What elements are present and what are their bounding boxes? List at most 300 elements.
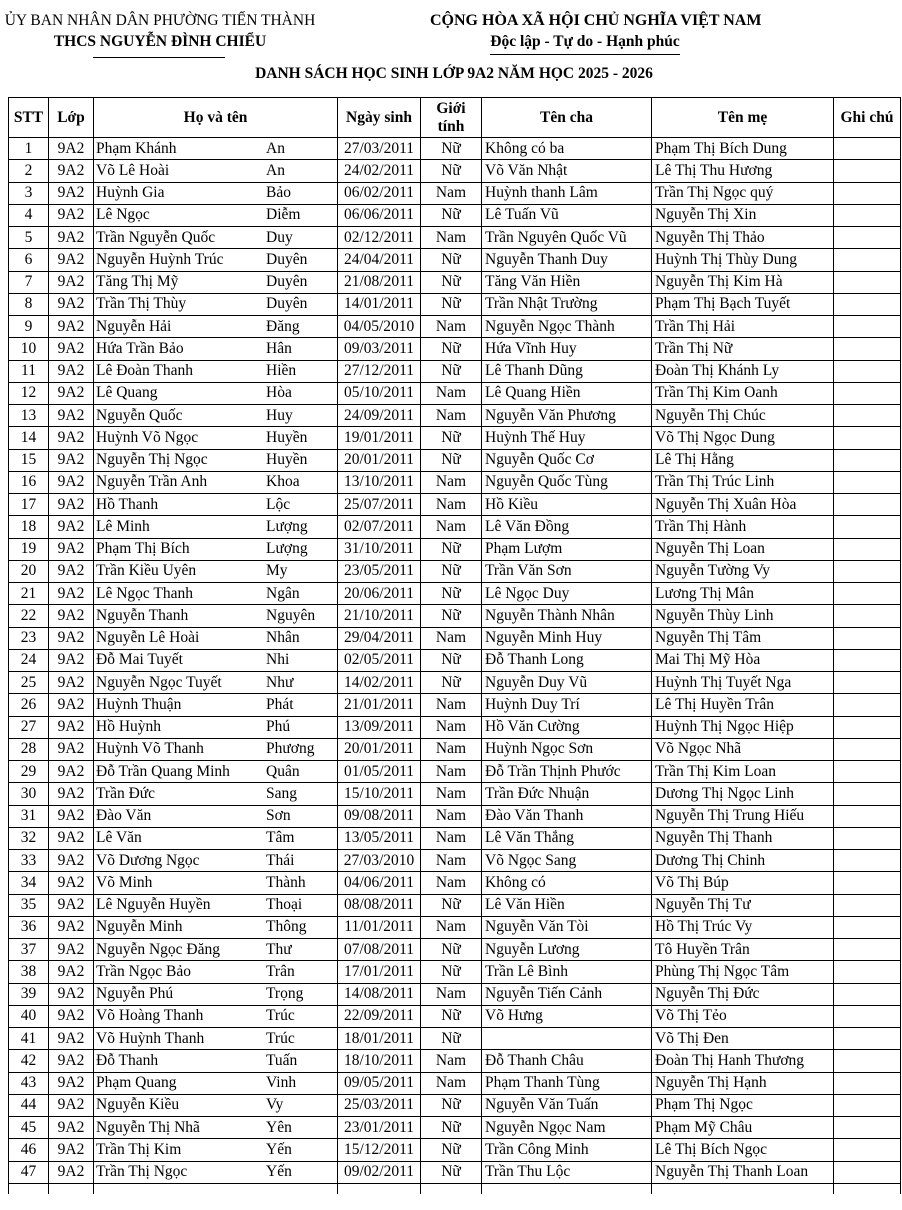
cell-father: Trần Lê Bình <box>482 961 652 983</box>
cell-note <box>834 1161 901 1183</box>
cell-stt: 10 <box>9 338 49 360</box>
cell-dob: 18/10/2011 <box>338 1050 421 1072</box>
cell-dob: 09/02/2011 <box>338 1161 421 1183</box>
cell-mother: Huỳnh Thị Tuyết Nga <box>652 672 834 694</box>
issuer-school: THCS NGUYỄN ĐÌNH CHIỂU <box>53 33 267 50</box>
cell-father: Huỳnh Duy Trí <box>482 694 652 716</box>
cell-class: 9A2 <box>49 560 94 582</box>
cell-stt: 44 <box>9 1094 49 1116</box>
cell-note <box>834 1094 901 1116</box>
cell-dob: 17/01/2011 <box>338 961 421 983</box>
table-row <box>9 182 901 204</box>
cell-gender: Nữ <box>421 1139 482 1161</box>
table-row <box>9 1161 901 1183</box>
table-row <box>9 249 901 271</box>
cell-dob: 14/01/2011 <box>338 293 421 315</box>
cell-dob: 27/03/2010 <box>338 850 421 872</box>
cell-class: 9A2 <box>49 761 94 783</box>
cell-fullname <box>94 939 338 961</box>
col-header-note: Ghi chú <box>834 98 901 138</box>
cell-gender: Nam <box>421 850 482 872</box>
student-given-name: Nguyên <box>266 606 316 624</box>
cell-dob: 22/09/2011 <box>338 1005 421 1027</box>
cell-gender: Nam <box>421 382 482 404</box>
cell-mother: Nguyễn Tường Vy <box>652 560 834 582</box>
col-header-gender-line2: tính <box>437 117 465 135</box>
student-given-name: Tuấn <box>266 1051 298 1069</box>
table-row <box>9 627 901 649</box>
cell-father: Hồ Văn Cường <box>482 716 652 738</box>
cell-stt: 33 <box>9 850 49 872</box>
cell-mother: Võ Ngọc Nhã <box>652 738 834 760</box>
student-given-name: Lộc <box>266 495 291 513</box>
cell-father: Nguyễn Ngọc Nam <box>482 1117 652 1139</box>
student-surname: Võ Dương Ngọc <box>96 851 200 869</box>
cell-dob: 27/12/2011 <box>338 360 421 382</box>
cell-fullname <box>94 627 338 649</box>
cell-father: Lê Văn Thắng <box>482 827 652 849</box>
cell-gender: Nữ <box>421 672 482 694</box>
cell-dob: 06/06/2011 <box>338 204 421 226</box>
cell-class: 9A2 <box>49 783 94 805</box>
col-header-stt: STT <box>9 98 49 138</box>
cell-father: Lê Văn Đồng <box>482 516 652 538</box>
cell-fullname <box>94 227 338 249</box>
student-surname: Tăng Thị Mỹ <box>96 273 179 291</box>
cell-fullname <box>94 605 338 627</box>
cell-mother: Nguyễn Thị Trung Hiếu <box>652 805 834 827</box>
cell-gender: Nam <box>421 716 482 738</box>
table-row <box>9 449 901 471</box>
student-given-name: Hòa <box>266 384 292 402</box>
cell-stt: 42 <box>9 1050 49 1072</box>
cell-dob: 02/12/2011 <box>338 227 421 249</box>
cell-gender: Nam <box>421 827 482 849</box>
cell-stt: 15 <box>9 449 49 471</box>
student-surname: Đỗ Thanh <box>96 1051 159 1069</box>
cell-stt: 21 <box>9 583 49 605</box>
cell-fullname <box>94 983 338 1005</box>
student-surname: Đào Văn <box>96 807 152 825</box>
cell-dob: 25/07/2011 <box>338 494 421 516</box>
student-surname: Huỳnh Võ Thanh <box>96 740 204 758</box>
cell-fullname <box>94 850 338 872</box>
cell-fullname <box>94 1139 338 1161</box>
cell-class: 9A2 <box>49 316 94 338</box>
cell-father: Huỳnh Thế Huy <box>482 427 652 449</box>
cell-note <box>834 360 901 382</box>
cell-note <box>834 249 901 271</box>
col-header-fullname: Họ và tên <box>94 98 338 138</box>
cell-gender: Nam <box>421 805 482 827</box>
cell-fullname <box>94 338 338 360</box>
cell-mother: Võ Thị Ngọc Dung <box>652 427 834 449</box>
cell-note <box>834 227 901 249</box>
student-surname: Lê Nguyễn Huyền <box>96 896 211 914</box>
cell-empty <box>9 1183 49 1194</box>
cell-note <box>834 761 901 783</box>
table-row <box>9 138 901 160</box>
cell-dob: 20/01/2011 <box>338 449 421 471</box>
cell-class: 9A2 <box>49 160 94 182</box>
cell-note <box>834 1072 901 1094</box>
cell-gender: Nữ <box>421 160 482 182</box>
student-given-name: Đăng <box>266 317 300 335</box>
cell-fullname <box>94 827 338 849</box>
student-surname: Trần Đức <box>96 784 156 802</box>
student-surname: Nguyễn Hải <box>96 317 172 335</box>
table-row-partial <box>9 1183 901 1194</box>
student-surname: Trần Kiều Uyên <box>96 562 197 580</box>
cell-stt: 27 <box>9 716 49 738</box>
cell-mother: Nguyễn Thùy Linh <box>652 605 834 627</box>
cell-mother: Đoàn Thị Hanh Thương <box>652 1050 834 1072</box>
cell-fullname <box>94 138 338 160</box>
cell-gender: Nữ <box>421 1117 482 1139</box>
cell-empty <box>482 1183 652 1194</box>
cell-empty <box>338 1183 421 1194</box>
cell-fullname <box>94 449 338 471</box>
cell-fullname <box>94 360 338 382</box>
cell-mother: Phạm Thị Ngọc <box>652 1094 834 1116</box>
cell-stt: 30 <box>9 783 49 805</box>
cell-fullname <box>94 405 338 427</box>
cell-gender: Nữ <box>421 360 482 382</box>
cell-stt: 14 <box>9 427 49 449</box>
cell-stt: 6 <box>9 249 49 271</box>
issuer-block <box>0 10 320 58</box>
student-given-name: Huyền <box>266 428 308 446</box>
table-row <box>9 316 901 338</box>
national-heading <box>430 10 762 55</box>
table-row <box>9 872 901 894</box>
cell-fullname <box>94 894 338 916</box>
cell-gender: Nữ <box>421 538 482 560</box>
table-row <box>9 605 901 627</box>
cell-fullname <box>94 1117 338 1139</box>
table-row <box>9 1050 901 1072</box>
cell-stt: 4 <box>9 204 49 226</box>
student-given-name: Khoa <box>266 473 300 491</box>
cell-gender: Nữ <box>421 961 482 983</box>
cell-father: Nguyễn Duy Vũ <box>482 672 652 694</box>
cell-gender: Nam <box>421 783 482 805</box>
table-row <box>9 471 901 493</box>
cell-note <box>834 939 901 961</box>
cell-stt: 23 <box>9 627 49 649</box>
cell-fullname <box>94 249 338 271</box>
cell-fullname <box>94 916 338 938</box>
cell-stt: 3 <box>9 182 49 204</box>
cell-dob: 04/06/2011 <box>338 872 421 894</box>
student-surname: Lê Quang <box>96 384 158 402</box>
cell-dob: 15/10/2011 <box>338 783 421 805</box>
cell-gender: Nữ <box>421 1161 482 1183</box>
cell-class: 9A2 <box>49 382 94 404</box>
national-motto: Độc lập - Tự do - Hạnh phúc <box>490 31 679 55</box>
cell-fullname <box>94 293 338 315</box>
cell-father: Võ Văn Nhật <box>482 160 652 182</box>
col-header-father: Tên cha <box>482 98 652 138</box>
cell-father: Nguyễn Văn Tuấn <box>482 1094 652 1116</box>
cell-empty <box>421 1183 482 1194</box>
cell-stt: 9 <box>9 316 49 338</box>
student-surname: Võ Minh <box>96 873 153 891</box>
cell-dob: 19/01/2011 <box>338 427 421 449</box>
student-given-name: Thái <box>266 851 295 869</box>
student-surname: Lê Ngọc Thanh <box>96 584 193 602</box>
table-row <box>9 271 901 293</box>
cell-dob: 14/08/2011 <box>338 983 421 1005</box>
cell-fullname <box>94 182 338 204</box>
cell-note <box>834 1028 901 1050</box>
cell-mother: Phạm Thị Bạch Tuyết <box>652 293 834 315</box>
cell-father: Huỳnh Ngọc Sơn <box>482 738 652 760</box>
cell-class: 9A2 <box>49 427 94 449</box>
student-given-name: Phát <box>266 695 294 713</box>
cell-mother: Trần Thị Ngọc quý <box>652 182 834 204</box>
cell-father: Nguyễn Quốc Cơ <box>482 449 652 471</box>
cell-father: Tăng Văn Hiền <box>482 271 652 293</box>
cell-mother: Nguyễn Thị Tâm <box>652 627 834 649</box>
cell-empty <box>49 1183 94 1194</box>
table-row <box>9 516 901 538</box>
table-row <box>9 894 901 916</box>
cell-gender: Nữ <box>421 1005 482 1027</box>
cell-mother: Dương Thị Ngọc Linh <box>652 783 834 805</box>
student-surname: Lê Ngọc <box>96 206 150 224</box>
table-row <box>9 360 901 382</box>
student-given-name: Thành <box>266 873 306 891</box>
cell-dob: 29/04/2011 <box>338 627 421 649</box>
cell-stt: 19 <box>9 538 49 560</box>
cell-gender: Nữ <box>421 649 482 671</box>
nation-name: CỘNG HÒA XÃ HỘI CHỦ NGHĨA VIỆT NAM <box>430 12 762 29</box>
cell-mother: Trần Thị Kim Loan <box>652 761 834 783</box>
cell-mother: Huỳnh Thị Ngọc Hiệp <box>652 716 834 738</box>
cell-mother: Trần Thị Trúc Linh <box>652 471 834 493</box>
table-row <box>9 916 901 938</box>
cell-father: Trần Nguyên Quốc Vũ <box>482 227 652 249</box>
cell-stt: 22 <box>9 605 49 627</box>
cell-stt: 40 <box>9 1005 49 1027</box>
cell-fullname <box>94 1050 338 1072</box>
cell-gender: Nữ <box>421 338 482 360</box>
cell-mother: Võ Thị Đen <box>652 1028 834 1050</box>
cell-father: Trần Thu Lộc <box>482 1161 652 1183</box>
cell-father <box>482 1028 652 1050</box>
cell-fullname <box>94 1005 338 1027</box>
cell-class: 9A2 <box>49 516 94 538</box>
cell-dob: 02/05/2011 <box>338 649 421 671</box>
cell-class: 9A2 <box>49 271 94 293</box>
cell-stt: 47 <box>9 1161 49 1183</box>
cell-father: Trần Nhật Trường <box>482 293 652 315</box>
student-given-name: Nhân <box>266 629 300 647</box>
table-row <box>9 1072 901 1094</box>
cell-mother: Dương Thị Chinh <box>652 850 834 872</box>
table-row <box>9 583 901 605</box>
student-surname: Đỗ Mai Tuyết <box>96 651 183 669</box>
student-surname: Nguyễn Trần Anh <box>96 473 208 491</box>
table-row <box>9 1094 901 1116</box>
student-given-name: Duyên <box>266 250 308 268</box>
table-row <box>9 738 901 760</box>
cell-father: Lê Thanh Dũng <box>482 360 652 382</box>
cell-note <box>834 494 901 516</box>
student-given-name: Quân <box>266 762 300 780</box>
cell-gender: Nữ <box>421 138 482 160</box>
cell-stt: 28 <box>9 738 49 760</box>
cell-mother: Võ Thị Tẻo <box>652 1005 834 1027</box>
cell-dob: 21/10/2011 <box>338 605 421 627</box>
cell-class: 9A2 <box>49 405 94 427</box>
cell-fullname <box>94 538 338 560</box>
cell-gender: Nam <box>421 471 482 493</box>
cell-class: 9A2 <box>49 1050 94 1072</box>
student-surname: Nguyễn Thị Nhã <box>96 1118 200 1136</box>
cell-mother: Hồ Thị Trúc Vy <box>652 916 834 938</box>
cell-stt: 45 <box>9 1117 49 1139</box>
cell-father: Trần Văn Sơn <box>482 560 652 582</box>
cell-stt: 41 <box>9 1028 49 1050</box>
table-row <box>9 1028 901 1050</box>
student-given-name: Duyên <box>266 295 308 313</box>
cell-fullname <box>94 204 338 226</box>
cell-mother: Phạm Thị Bích Dung <box>652 138 834 160</box>
cell-dob: 21/08/2011 <box>338 271 421 293</box>
student-given-name: Thư <box>266 940 292 958</box>
cell-stt: 39 <box>9 983 49 1005</box>
cell-stt: 35 <box>9 894 49 916</box>
student-given-name: Yên <box>266 1118 292 1136</box>
cell-class: 9A2 <box>49 1028 94 1050</box>
cell-stt: 25 <box>9 672 49 694</box>
cell-fullname <box>94 649 338 671</box>
student-given-name: Phú <box>266 718 291 736</box>
student-surname: Đỗ Trần Quang Minh <box>96 762 230 780</box>
cell-fullname <box>94 1161 338 1183</box>
cell-note <box>834 872 901 894</box>
student-given-name: Vy <box>266 1096 284 1114</box>
cell-stt: 31 <box>9 805 49 827</box>
col-header-class: Lớp <box>49 98 94 138</box>
cell-father: Nguyễn Thành Nhân <box>482 605 652 627</box>
cell-gender: Nữ <box>421 293 482 315</box>
cell-fullname <box>94 805 338 827</box>
cell-class: 9A2 <box>49 1139 94 1161</box>
cell-gender: Nam <box>421 516 482 538</box>
table-row <box>9 694 901 716</box>
student-surname: Nguyễn Kiều <box>96 1096 180 1114</box>
cell-gender: Nam <box>421 405 482 427</box>
cell-note <box>834 850 901 872</box>
cell-mother: Phùng Thị Ngọc Tâm <box>652 961 834 983</box>
table-row <box>9 672 901 694</box>
cell-gender: Nam <box>421 916 482 938</box>
cell-father: Đào Văn Thanh <box>482 805 652 827</box>
cell-mother: Nguyễn Thị Xuân Hòa <box>652 494 834 516</box>
cell-fullname <box>94 761 338 783</box>
table-row <box>9 850 901 872</box>
table-row <box>9 293 901 315</box>
cell-mother: Mai Thị Mỹ Hòa <box>652 649 834 671</box>
cell-stt: 34 <box>9 872 49 894</box>
table-row <box>9 494 901 516</box>
cell-note <box>834 1005 901 1027</box>
cell-class: 9A2 <box>49 649 94 671</box>
cell-father: Võ Ngọc Sang <box>482 850 652 872</box>
cell-class: 9A2 <box>49 249 94 271</box>
cell-class: 9A2 <box>49 805 94 827</box>
cell-mother: Nguyễn Thị Chúc <box>652 405 834 427</box>
cell-class: 9A2 <box>49 916 94 938</box>
student-surname: Hồ Thanh <box>96 495 159 513</box>
cell-stt: 37 <box>9 939 49 961</box>
cell-fullname <box>94 427 338 449</box>
cell-note <box>834 1139 901 1161</box>
cell-father: Hồ Kiều <box>482 494 652 516</box>
student-surname: Nguyễn Ngọc Tuyết <box>96 673 222 691</box>
cell-fullname <box>94 783 338 805</box>
cell-note <box>834 516 901 538</box>
table-row <box>9 1117 901 1139</box>
cell-class: 9A2 <box>49 1094 94 1116</box>
cell-note <box>834 738 901 760</box>
cell-note <box>834 827 901 849</box>
cell-note <box>834 649 901 671</box>
cell-fullname <box>94 382 338 404</box>
table-row <box>9 983 901 1005</box>
cell-stt: 5 <box>9 227 49 249</box>
table-row <box>9 204 901 226</box>
student-given-name: Nhi <box>266 651 290 669</box>
cell-dob: 24/04/2011 <box>338 249 421 271</box>
student-given-name: Yến <box>266 1140 292 1158</box>
cell-gender: Nữ <box>421 1028 482 1050</box>
cell-note <box>834 182 901 204</box>
cell-dob: 21/01/2011 <box>338 694 421 716</box>
table-row <box>9 405 901 427</box>
cell-dob: 15/12/2011 <box>338 1139 421 1161</box>
cell-class: 9A2 <box>49 694 94 716</box>
student-given-name: My <box>266 562 288 580</box>
cell-note <box>834 894 901 916</box>
cell-note <box>834 627 901 649</box>
cell-mother: Nguyễn Thị Xin <box>652 204 834 226</box>
cell-father: Lê Tuấn Vũ <box>482 204 652 226</box>
cell-stt: 8 <box>9 293 49 315</box>
cell-dob: 13/10/2011 <box>338 471 421 493</box>
cell-stt: 16 <box>9 471 49 493</box>
cell-note <box>834 449 901 471</box>
cell-stt: 2 <box>9 160 49 182</box>
cell-father: Lê Văn Hiền <box>482 894 652 916</box>
cell-fullname <box>94 1072 338 1094</box>
cell-dob: 13/05/2011 <box>338 827 421 849</box>
cell-father: Lê Quang Hiền <box>482 382 652 404</box>
cell-stt: 18 <box>9 516 49 538</box>
cell-mother: Trần Thị Hành <box>652 516 834 538</box>
cell-dob: 09/05/2011 <box>338 1072 421 1094</box>
cell-class: 9A2 <box>49 204 94 226</box>
cell-father: Đỗ Thanh Châu <box>482 1050 652 1072</box>
cell-fullname <box>94 672 338 694</box>
student-given-name: Diễm <box>266 206 301 224</box>
cell-class: 9A2 <box>49 1117 94 1139</box>
table-row <box>9 227 901 249</box>
cell-father: Nguyễn Thanh Duy <box>482 249 652 271</box>
